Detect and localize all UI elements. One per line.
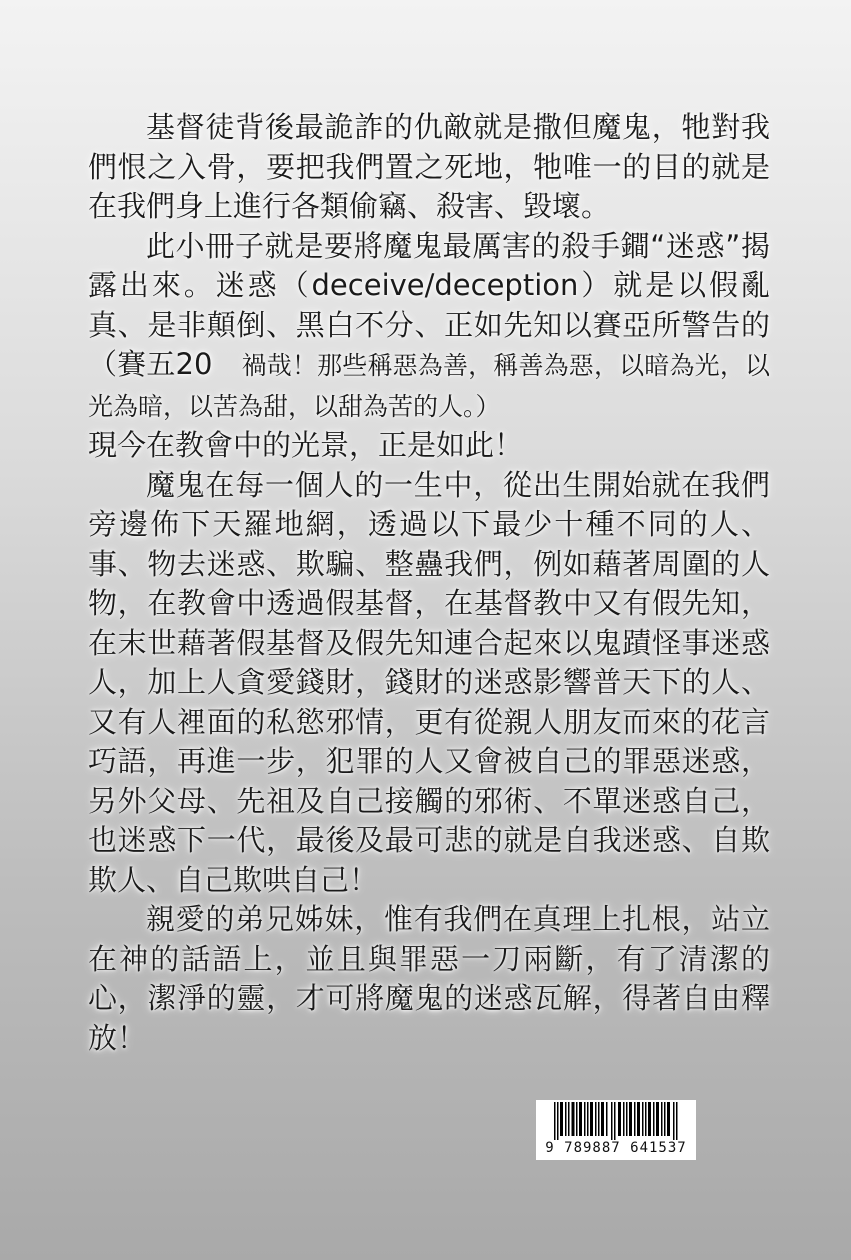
paragraph-2-tail-text: 現今在教會中的光景，正是如此！ (88, 428, 524, 462)
paragraph-2-text: 此小冊子就是要將魔鬼最厲害的殺手鐧“迷惑”揭露出來。迷惑（deceive/deception）就是以假亂真、是非顛倒、黑白不分、正如先知以賽亞所警告的（賽五20 (88, 228, 770, 381)
paragraph-3 (88, 466, 770, 901)
isbn-number: 9 789887 641537 (545, 1140, 687, 1156)
back-cover-text (88, 108, 770, 1058)
paragraph-1-text: 基督徒背後最詭詐的仇敵就是撒但魔鬼，牠對我們恨之入骨，要把我們置之死地，牠唯一的目的就是在我們身上進行各類偷竊、殺害、毀壞。 (88, 110, 770, 223)
paragraph-2 (88, 227, 770, 427)
isbn-barcode (536, 1100, 696, 1160)
paragraph-2-tail (88, 426, 770, 466)
paragraph-4-text: 親愛的弟兄姊妹，惟有我們在真理上扎根，站立在神的話語上，並且與罪惡一刀兩斷，有了清潔的心，潔淨的靈，才可將魔鬼的迷惑瓦解，得著自由釋放！ (88, 902, 770, 1055)
barcode-bars (554, 1102, 678, 1140)
paragraph-4 (88, 900, 770, 1058)
paragraph-1 (88, 108, 770, 227)
scripture-quote: 禍哉！那些稱惡為善，稱善為惡，以暗為光，以光為暗，以苦為甜，以甜為苦的人。） (88, 351, 770, 421)
paragraph-3-text: 魔鬼在每一個人的一生中，從出生開始就在我們旁邊佈下天羅地網，透過以下最少十種不同的人、事、物去迷惑、欺騙、整蠱我們，例如藉著周圍的人物，在教會中透過假基督，在基督教中又有假先知，在末世藉著假基督及假先知連合起來以鬼蹟怪事迷惑人，加上人貪愛錢財，錢財的迷惑影響普天下的人、又有人裡面的私慾邪情，更有從親人朋友而來的花言巧語，再進一步，犯罪的人又會被自己的罪惡迷惑，另外父母、先祖及自己接觸的邪術、不單迷惑自己，也迷惑下一代，最後及最可悲的就是自我迷惑、自欺欺人、自己欺哄自己！ (88, 467, 770, 897)
